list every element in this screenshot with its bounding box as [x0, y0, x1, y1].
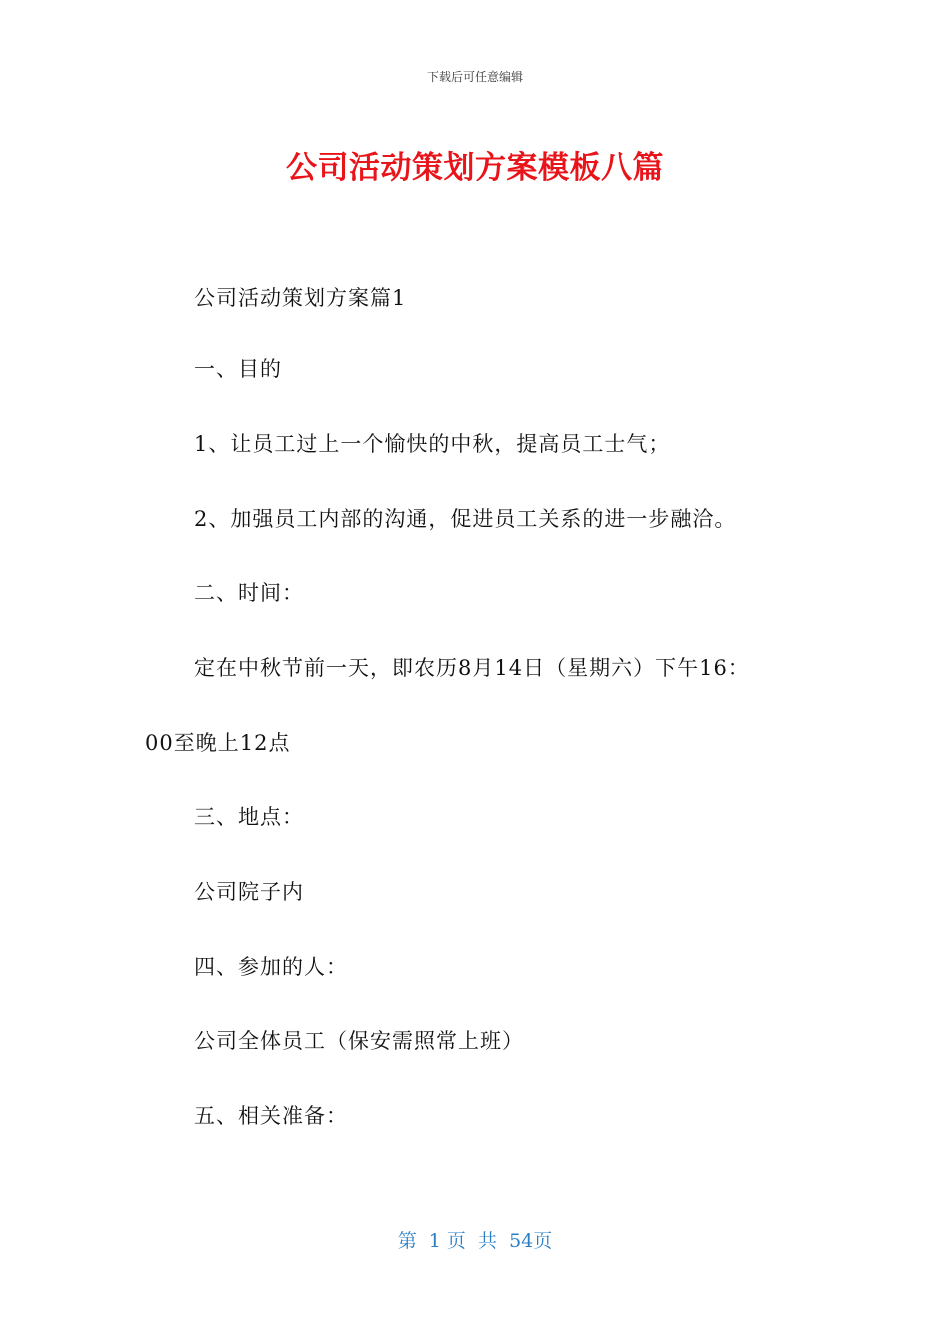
paragraph: 二、时间：: [194, 581, 304, 605]
paragraph: 三、地点：: [194, 805, 304, 829]
paragraph-continuation: 00至晚上12点: [145, 731, 291, 755]
paragraph: 一、目的: [194, 357, 282, 381]
page-number-footer: 第 1 页 共 54页: [397, 1230, 553, 1252]
paragraph: 定在中秋节前一天，即农历8月14日（星期六）下午16：: [194, 656, 750, 680]
paragraph: 公司院子内: [194, 880, 304, 904]
section-heading: 公司活动策划方案篇1: [194, 286, 407, 310]
paragraph: 五、相关准备：: [194, 1104, 348, 1128]
paragraph: 2、加强员工内部的沟通，促进员工关系的进一步融洽。: [194, 507, 737, 531]
header-note: 下载后可任意编辑: [426, 70, 523, 84]
document-title: 公司活动策划方案模板八篇: [286, 150, 664, 186]
paragraph: 1、让员工过上一个愉快的中秋，提高员工士气；: [194, 432, 671, 456]
paragraph: 公司全体员工（保安需照常上班）: [194, 1029, 524, 1053]
paragraph: 四、参加的人：: [194, 955, 348, 979]
